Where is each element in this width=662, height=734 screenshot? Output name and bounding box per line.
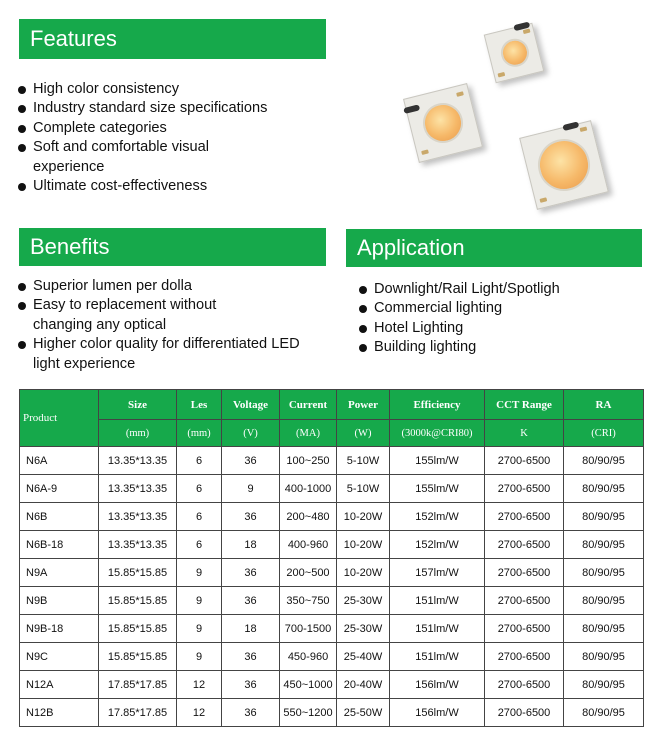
- table-cell: 9: [177, 587, 222, 615]
- table-cell: 6: [177, 503, 222, 531]
- table-cell: 151lm/W: [390, 587, 485, 615]
- table-cell: 13.35*13.35: [99, 503, 177, 531]
- table-cell: 2700-6500: [485, 587, 564, 615]
- table-cell: 9: [177, 615, 222, 643]
- list-item: [358, 299, 648, 318]
- brand-logo-icon: [562, 121, 579, 131]
- column-unit: K: [485, 420, 564, 447]
- table-cell: 25-40W: [337, 643, 390, 671]
- list-item: [17, 296, 273, 335]
- solder-pad-icon: [539, 197, 547, 203]
- spec-table: [19, 389, 644, 727]
- table-cell: 2700-6500: [485, 531, 564, 559]
- features-heading: [19, 19, 326, 59]
- table-cell: 100~250: [280, 447, 337, 475]
- column-header: RA: [564, 390, 644, 420]
- table-cell: 2700-6500: [485, 699, 564, 727]
- table-cell: 350~750: [280, 587, 337, 615]
- table-cell: 36: [222, 643, 280, 671]
- table-cell: 152lm/W: [390, 503, 485, 531]
- table-cell: 18: [222, 531, 280, 559]
- column-unit: (mm): [99, 420, 177, 447]
- table-cell: 156lm/W: [390, 699, 485, 727]
- table-cell: 151lm/W: [390, 643, 485, 671]
- list-item-text: Commercial lighting: [374, 300, 503, 317]
- table-row: [20, 643, 644, 671]
- led-chip-image-medium: [403, 83, 483, 163]
- table-cell: 151lm/W: [390, 615, 485, 643]
- bullet-icon: [18, 183, 26, 191]
- table-cell: 700-1500: [280, 615, 337, 643]
- table-cell: 200~500: [280, 559, 337, 587]
- table-cell: 2700-6500: [485, 559, 564, 587]
- model-cell: N12A: [20, 671, 99, 699]
- table-row: [20, 475, 644, 503]
- application-list: [358, 280, 648, 358]
- table-cell: 9: [177, 643, 222, 671]
- bullet-icon: [359, 286, 367, 294]
- column-unit: (CRI): [564, 420, 644, 447]
- column-unit: (V): [222, 420, 280, 447]
- led-chip-image-large: [519, 120, 609, 210]
- table-cell: 13.35*13.35: [99, 447, 177, 475]
- features-list: [17, 80, 317, 196]
- table-row: [20, 531, 644, 559]
- table-cell: 450-960: [280, 643, 337, 671]
- model-cell: N6B: [20, 503, 99, 531]
- table-cell: 6: [177, 531, 222, 559]
- table-cell: 17.85*17.85: [99, 671, 177, 699]
- table-cell: 80/90/95: [564, 531, 644, 559]
- solder-pad-icon: [456, 91, 464, 97]
- table-cell: 80/90/95: [564, 615, 644, 643]
- table-cell: 80/90/95: [564, 587, 644, 615]
- table-cell: 15.85*15.85: [99, 559, 177, 587]
- table-cell: 155lm/W: [390, 447, 485, 475]
- table-cell: 2700-6500: [485, 643, 564, 671]
- benefits-list: [17, 277, 317, 374]
- brand-logo-icon: [403, 104, 420, 114]
- table-row: [20, 587, 644, 615]
- table-cell: 80/90/95: [564, 503, 644, 531]
- list-item: [17, 138, 253, 177]
- model-cell: N6A: [20, 447, 99, 475]
- table-cell: 80/90/95: [564, 643, 644, 671]
- table-cell: 25-50W: [337, 699, 390, 727]
- column-header: Power: [337, 390, 390, 420]
- table-cell: 5-10W: [337, 475, 390, 503]
- list-item-text: Ultimate cost-effectiveness: [33, 178, 208, 195]
- list-item: [358, 338, 648, 357]
- model-cell: N6A-9: [20, 475, 99, 503]
- list-item: [17, 80, 317, 99]
- bullet-icon: [359, 325, 367, 333]
- column-unit: (W): [337, 420, 390, 447]
- benefits-title: Benefits: [30, 234, 110, 259]
- bullet-icon: [359, 344, 367, 352]
- led-emitter: [498, 36, 532, 70]
- table-cell: 20-40W: [337, 671, 390, 699]
- model-cell: N9B: [20, 587, 99, 615]
- table-cell: 152lm/W: [390, 531, 485, 559]
- bullet-icon: [18, 302, 26, 310]
- application-title: Application: [357, 235, 465, 260]
- model-cell: N12B: [20, 699, 99, 727]
- benefits-heading: [19, 228, 326, 266]
- table-cell: 6: [177, 475, 222, 503]
- table-cell: 25-30W: [337, 587, 390, 615]
- column-unit: (mm): [177, 420, 222, 447]
- table-row: [20, 503, 644, 531]
- list-item-text: Easy to replacement without changing any optical: [33, 297, 217, 333]
- table-cell: 550~1200: [280, 699, 337, 727]
- table-cell: 400-960: [280, 531, 337, 559]
- table-cell: 9: [222, 475, 280, 503]
- column-header: Size: [99, 390, 177, 420]
- spec-table-body: [20, 447, 644, 727]
- list-item-text: Industry standard size specifications: [33, 100, 268, 117]
- column-header: Current: [280, 390, 337, 420]
- column-unit: (3000k@CRI80): [390, 420, 485, 447]
- table-cell: 400-1000: [280, 475, 337, 503]
- list-item: [358, 280, 648, 299]
- bullet-icon: [18, 144, 26, 152]
- table-cell: 25-30W: [337, 615, 390, 643]
- list-item: [17, 119, 317, 138]
- bullet-icon: [18, 341, 26, 349]
- list-item: [17, 335, 323, 374]
- table-cell: 157lm/W: [390, 559, 485, 587]
- table-row: [20, 615, 644, 643]
- bullet-icon: [18, 105, 26, 113]
- table-cell: 10-20W: [337, 559, 390, 587]
- table-cell: 2700-6500: [485, 503, 564, 531]
- table-cell: 15.85*15.85: [99, 643, 177, 671]
- solder-pad-icon: [497, 72, 505, 78]
- column-header: Les: [177, 390, 222, 420]
- table-cell: 2700-6500: [485, 671, 564, 699]
- table-cell: 12: [177, 671, 222, 699]
- table-cell: 80/90/95: [564, 559, 644, 587]
- list-item-text: Higher color quality for differentiated LED light experience: [33, 336, 300, 372]
- table-cell: 2700-6500: [485, 475, 564, 503]
- table-cell: 156lm/W: [390, 671, 485, 699]
- bullet-icon: [18, 86, 26, 94]
- table-cell: 15.85*15.85: [99, 615, 177, 643]
- model-cell: N9B-18: [20, 615, 99, 643]
- list-item: [17, 177, 317, 196]
- solder-pad-icon: [580, 126, 588, 132]
- table-cell: 36: [222, 699, 280, 727]
- bullet-icon: [18, 283, 26, 291]
- list-item: [17, 99, 317, 118]
- column-header-product: Product: [20, 390, 99, 447]
- list-item-text: Hotel Lighting: [374, 319, 464, 336]
- table-row: [20, 559, 644, 587]
- model-cell: N9C: [20, 643, 99, 671]
- table-cell: 12: [177, 699, 222, 727]
- led-emitter: [532, 133, 595, 196]
- list-item-text: Soft and comfortable visual experience: [33, 139, 210, 175]
- table-cell: 5-10W: [337, 447, 390, 475]
- table-cell: 80/90/95: [564, 447, 644, 475]
- table-cell: 36: [222, 447, 280, 475]
- table-cell: 36: [222, 671, 280, 699]
- table-cell: 15.85*15.85: [99, 587, 177, 615]
- list-item-text: Superior lumen per dolla: [33, 278, 192, 294]
- table-cell: 10-20W: [337, 503, 390, 531]
- table-cell: 80/90/95: [564, 699, 644, 727]
- led-chip-image-small: [484, 23, 545, 84]
- column-header: Voltage: [222, 390, 280, 420]
- table-cell: 200~480: [280, 503, 337, 531]
- table-cell: 80/90/95: [564, 671, 644, 699]
- table-cell: 36: [222, 503, 280, 531]
- solder-pad-icon: [421, 149, 429, 155]
- table-cell: 6: [177, 447, 222, 475]
- table-cell: 80/90/95: [564, 475, 644, 503]
- column-unit: (MA): [280, 420, 337, 447]
- table-cell: 17.85*17.85: [99, 699, 177, 727]
- list-item-text: Complete categories: [33, 119, 167, 136]
- bullet-icon: [359, 305, 367, 313]
- table-cell: 2700-6500: [485, 447, 564, 475]
- table-cell: 13.35*13.35: [99, 531, 177, 559]
- table-cell: 13.35*13.35: [99, 475, 177, 503]
- list-item: [17, 277, 317, 296]
- features-title: Features: [30, 26, 117, 51]
- application-heading: [346, 229, 642, 267]
- column-header: CCT Range: [485, 390, 564, 420]
- column-header: Efficiency: [390, 390, 485, 420]
- model-cell: N6B-18: [20, 531, 99, 559]
- list-item-text: Building lighting: [374, 339, 477, 356]
- bullet-icon: [18, 125, 26, 133]
- table-cell: 155lm/W: [390, 475, 485, 503]
- table-cell: 9: [177, 559, 222, 587]
- list-item-text: Downlight/Rail Light/Spotligh: [374, 281, 560, 297]
- table-row: [20, 699, 644, 727]
- led-emitter: [419, 99, 467, 147]
- table-cell: 18: [222, 615, 280, 643]
- table-row: [20, 671, 644, 699]
- table-cell: 10-20W: [337, 531, 390, 559]
- table-cell: 450~1000: [280, 671, 337, 699]
- table-cell: 36: [222, 559, 280, 587]
- table-cell: 36: [222, 587, 280, 615]
- table-cell: 2700-6500: [485, 615, 564, 643]
- table-row: [20, 447, 644, 475]
- list-item: [358, 319, 648, 338]
- solder-pad-icon: [523, 29, 531, 35]
- model-cell: N9A: [20, 559, 99, 587]
- list-item-text: High color consistency: [33, 81, 180, 97]
